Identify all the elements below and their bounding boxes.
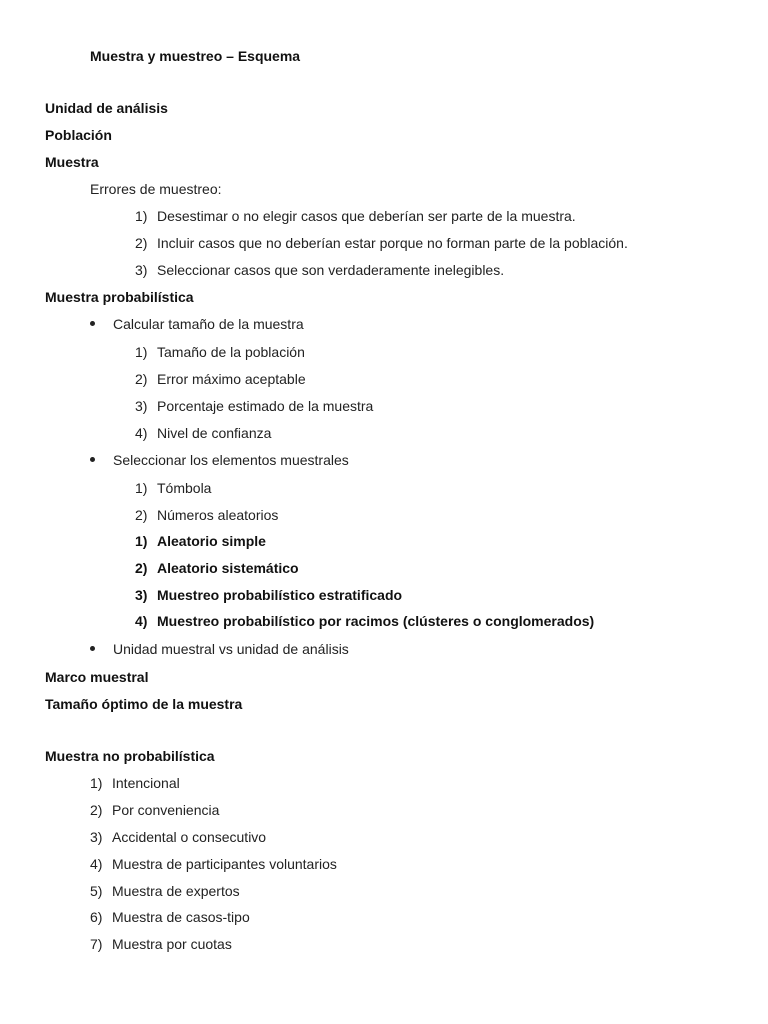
bullet-icon (90, 457, 95, 462)
list-item-number: 2) (135, 371, 148, 387)
list-item-text: Muestreo probabilístico por racimos (clústeres o conglomerados) (157, 613, 595, 629)
bullet-icon (90, 321, 95, 326)
list-item-text: Tamaño de la población (157, 344, 305, 360)
bullet-icon (90, 646, 95, 651)
list-item-text: Intencional (112, 775, 180, 791)
heading-unidad-analisis: Unidad de análisis (45, 100, 168, 116)
list-item-text: Desestimar o no elegir casos que deberían ser parte de la muestra. (157, 208, 576, 224)
heading-poblacion: Población (45, 127, 112, 143)
list-item-bold (135, 559, 299, 577)
list-item-number: 2) (90, 802, 103, 818)
list-item (90, 908, 250, 926)
list-item-number: 2) (135, 560, 148, 576)
list-item (135, 397, 373, 415)
list-item-text: Muestra de casos-tipo (112, 909, 250, 925)
list-item-bold (135, 612, 594, 630)
list-item (135, 370, 306, 388)
list-item-text: Números aleatorios (157, 507, 279, 523)
list-item (90, 774, 180, 792)
heading-tamano-optimo: Tamaño óptimo de la muestra (45, 696, 243, 712)
list-item-number: 2) (135, 507, 148, 523)
list-item-number: 3) (135, 398, 148, 414)
list-item-text: Nivel de confianza (157, 425, 272, 441)
list-item (90, 935, 232, 953)
list-item (90, 801, 219, 819)
heading-muestra-probabilistica: Muestra probabilística (45, 289, 194, 305)
heading-marco-muestral: Marco muestral (45, 669, 149, 685)
list-item-text: Incluir casos que no deberían estar porque no forman parte de la población. (157, 235, 628, 251)
list-item-bold (135, 532, 266, 550)
list-item-number: 3) (90, 829, 103, 845)
list-item (135, 261, 504, 279)
list-item-number: 6) (90, 909, 103, 925)
list-item-text: Muestra de participantes voluntarios (112, 856, 337, 872)
list-item-text: Muestreo probabilístico estratificado (157, 587, 403, 603)
list-item (135, 479, 211, 497)
list-item-text: Porcentaje estimado de la muestra (157, 398, 374, 414)
bullet-calcular: Calcular tamaño de la muestra (113, 316, 304, 332)
list-item-text: Error máximo aceptable (157, 371, 306, 387)
list-item-number: 7) (90, 936, 103, 952)
list-item-number: 4) (90, 856, 103, 872)
list-item-number: 5) (90, 883, 103, 899)
list-item (135, 207, 576, 225)
list-item-text: Aleatorio sistemático (157, 560, 299, 576)
bullet-seleccionar: Seleccionar los elementos muestrales (113, 452, 349, 468)
list-item (135, 506, 278, 524)
list-item-number: 1) (135, 344, 148, 360)
list-item-number: 4) (135, 613, 148, 629)
list-item-number: 1) (135, 480, 148, 496)
list-item (90, 882, 240, 900)
list-item-number: 1) (135, 533, 148, 549)
list-item-number: 3) (135, 587, 148, 603)
list-item (135, 424, 271, 442)
list-item (90, 855, 337, 873)
errores-label: Errores de muestreo: (90, 181, 222, 197)
bullet-unidad-muestral: Unidad muestral vs unidad de análisis (113, 641, 349, 657)
list-item-bold (135, 586, 402, 604)
document-title: Muestra y muestreo – Esquema (90, 48, 301, 64)
list-item (135, 234, 628, 252)
list-item-text: Muestra por cuotas (112, 936, 232, 952)
list-item-text: Tómbola (157, 480, 212, 496)
list-item-number: 1) (135, 208, 148, 224)
list-item-text: Seleccionar casos que son verdaderamente inelegibles. (157, 262, 505, 278)
list-item-number: 2) (135, 235, 148, 251)
list-item-number: 3) (135, 262, 148, 278)
heading-muestra: Muestra (45, 154, 99, 170)
list-item-number: 1) (90, 775, 103, 791)
list-item-number: 4) (135, 425, 148, 441)
list-item (90, 828, 266, 846)
list-item-text: Accidental o consecutivo (112, 829, 267, 845)
list-item-text: Por conveniencia (112, 802, 220, 818)
list-item-text: Muestra de expertos (112, 883, 240, 899)
heading-muestra-no-probabilistica: Muestra no probabilística (45, 748, 215, 764)
list-item-text: Aleatorio simple (157, 533, 266, 549)
list-item (135, 343, 305, 361)
